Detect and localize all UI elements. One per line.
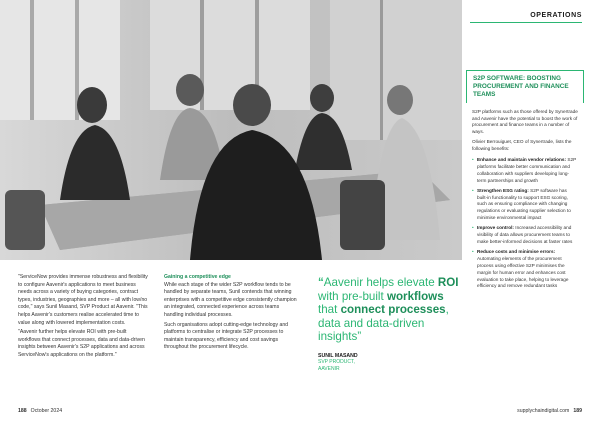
column1-paragraph-1: "ServiceNow provides immense robustness and flexibility to configure Aavenir's applications to meet business needs across a variety of buying categories, contract types, industries, geographies and more – all with low/no code," says Sunil Masand, SVP Product at Aavenir. "This helps Aavenir's customers realise accelerated time to value along with lowered implementation costs. [18,274,148,326]
page-number-right: 189 [573,408,582,414]
bullet-title: Reduce costs and minimise errors: [477,248,556,254]
column1-paragraph-2: "Aavenir further helps elevate ROI with pre-built workflows that connect processes, data and data-driven insights between Aavenir's S2P applications and across ServiceNow's applications on the platform." [18,329,145,358]
benefits-list [472,157,578,290]
list-item [472,188,578,223]
section-label: OPERATIONS [530,12,582,19]
bullet-text: Increased accessibility and visibility of data allows procurement teams to make better-informed decisions at faster rates [477,225,573,245]
quote-close-mark: ” [357,330,362,344]
sidebar-title-box [466,70,584,103]
list-item [472,157,578,185]
quote-speaker-company: AAVENIR [318,365,340,372]
quote-emphasis: ROI [437,276,459,289]
meeting-photo [0,0,462,260]
quote-part: Aavenir helps elevate [323,276,438,289]
sidebar-intro: S2P platforms such as those offered by Synertrade and Aavenir have the potential to boost the work of procurement and finance teams in a number of ways. [472,108,578,135]
quote-part: , data and data-driven insights [318,303,449,344]
quote-open-mark: “ [318,276,324,289]
sidebar-attribution: Olivier Berrouiguet, CEO of Synertrade, lists the following benefits: [472,139,572,152]
column2-heading: Gaining a competitive edge [164,274,231,280]
footer-left [18,408,62,414]
bullet-text: S2P platforms facilitate better communication and collaboration with suppliers developing long-term partnerships and growth [477,157,577,183]
column2-paragraph-2: Such organisations adopt cutting-edge technology and platforms to centralise or integrate S2P processes to maintain transparency, efficiency and cost savings throughout the procurement lifecycle. [164,321,289,351]
list-item [472,225,578,246]
quote-text [318,276,460,344]
quote-speaker-role: SVP PRODUCT, [318,359,355,366]
issue-date: October 2024 [30,408,63,414]
quote-emphasis: workflows [386,289,444,303]
sidebar-panel [466,70,584,400]
bullet-text: S2P software has built-in functionality to support ESG scoring, such as ensuring compliance with changing regulations or evaluating supplier selection to minimise environmental impact [477,187,571,221]
column2-paragraph-1: While each stage of the wider S2P workflow tends to be handled by separate teams, Sunil contends that winning enterprises with a competitive edge consistently champion an integrated, connected experience across teams handling individual processes. [164,281,297,318]
quote-part: that [318,303,341,317]
body-column-1 [18,274,150,362]
bullet-title: Strengthen ESG rating: [477,187,529,193]
list-item [472,249,578,290]
body-column-2 [164,274,298,354]
sidebar-body [466,103,584,291]
bullet-title: Enhance and maintain vendor relations: [477,157,567,163]
website-link[interactable]: supplychaindigital.com [517,408,570,414]
pull-quote [318,276,460,372]
page-number-left: 188 [18,408,27,414]
quote-speaker-name: SUNIL MASAND [318,352,358,359]
section-divider [470,22,582,23]
bullet-text: Automating elements of the procurement process using effective S2P minimises the margin for human error and enhances cost evaluation to take place, helping to leverage efficiency and remove redundant tasks [477,255,569,289]
sidebar-title: S2P SOFTWARE: BOOSTING PROCUREMENT AND FINANCE TEAMS [473,75,569,99]
quote-part: with pre-built [318,289,387,303]
quote-emphasis: connect processes [340,303,446,317]
footer-right [517,408,582,414]
bullet-title: Improve control: [477,225,514,231]
